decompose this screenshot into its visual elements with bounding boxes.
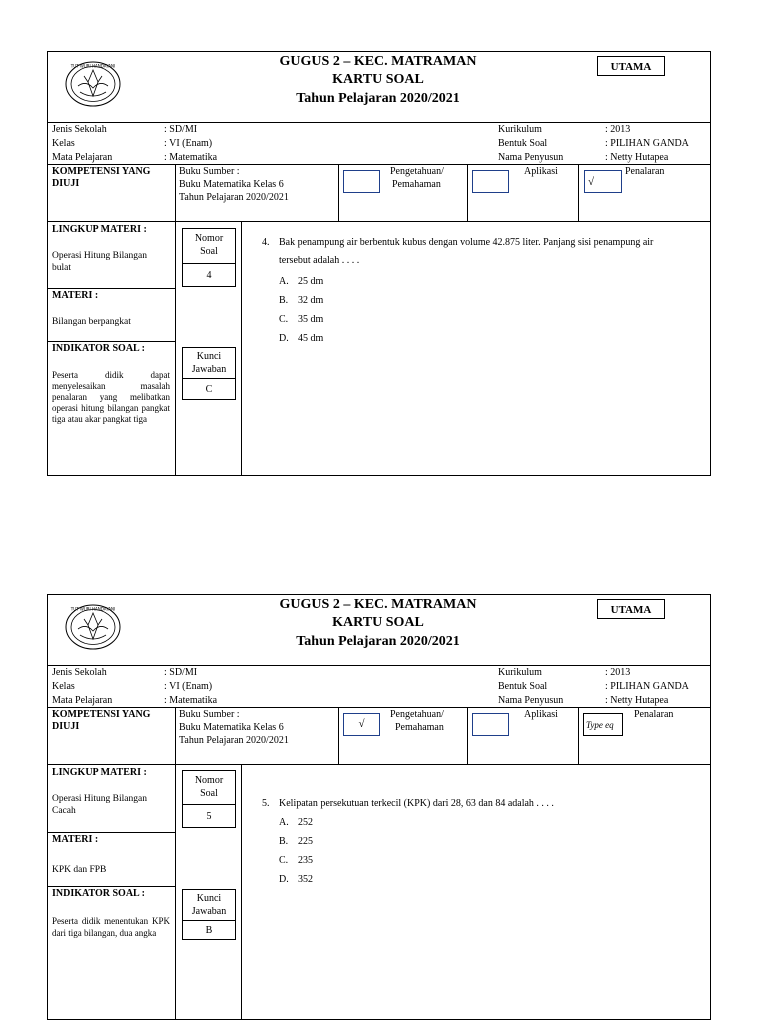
option-d-text: 352 <box>298 874 313 885</box>
option-d-text: 45 dm <box>298 333 324 344</box>
materi-value: Bilangan berpangkat <box>52 317 131 327</box>
kunci-jawaban-value: C <box>182 378 236 400</box>
nomor-label-1: Nomor <box>194 775 224 786</box>
option-a-letter: A. <box>279 276 289 287</box>
option-c-text: 35 dm <box>298 314 324 325</box>
materi-value: KPK dan FPB <box>52 865 107 875</box>
penalaran-equation-box: Type eq <box>583 713 623 736</box>
question-text-line-1: Bak penampung air berbentuk kubus dengan volume 42.875 liter. Panjang sisi penampung air <box>279 237 654 248</box>
kunci-jawaban-value: B <box>182 920 236 940</box>
kelas-value: : VI (Enam) <box>164 681 213 692</box>
jenis-sekolah-label: Jenis Sekolah <box>52 667 107 678</box>
option-c-letter: C. <box>279 855 289 866</box>
penalaran-label: Penalaran <box>634 709 674 720</box>
header-year: Tahun Pelajaran 2020/2021 <box>296 91 460 106</box>
pemahaman-label: Pemahaman <box>395 722 444 733</box>
question-number: 5. <box>262 798 270 809</box>
nomor-soal-header <box>182 228 236 264</box>
lingkup-materi-label: LINGKUP MATERI : <box>52 767 147 778</box>
kunci-label-2: Jawaban <box>191 906 227 917</box>
sumber-line-1: Buku Sumber : <box>179 166 240 177</box>
nomor-label-2: Soal <box>200 246 218 257</box>
nomor-soal-header <box>182 770 236 805</box>
pengetahuan-checkbox: √ <box>343 713 380 736</box>
kunci-jawaban-header <box>182 889 236 921</box>
tut-wuri-handayani-logo-icon <box>64 60 122 108</box>
header-year: Tahun Pelajaran 2020/2021 <box>296 634 460 649</box>
option-c-text: 235 <box>298 855 313 866</box>
question-text-line-1: Kelipatan persekutuan terkecil (KPK) dari 28, 63 dan 84 adalah . . . . <box>279 798 554 809</box>
mapel-value: : Matematika <box>164 152 218 163</box>
kompetensi-label: KOMPETENSI YANG DIUJI <box>52 166 151 189</box>
jenis-sekolah-value: : SD/MI <box>164 667 198 678</box>
kompetensi-label: KOMPETENSI YANG DIUJI <box>52 709 151 732</box>
tut-wuri-handayani-logo-icon <box>64 603 122 651</box>
option-a-letter: A. <box>279 817 289 828</box>
option-a-text: 25 dm <box>298 276 324 287</box>
indikator-value: Peserta didik menentukan KPK dari tiga bilangan, dua angka <box>52 916 170 938</box>
lingkup-materi-label: LINGKUP MATERI : <box>52 224 147 235</box>
indikator-label: INDIKATOR SOAL : <box>52 888 145 899</box>
option-b-text: 225 <box>298 836 313 847</box>
sumber-line-2: Buku Matematika Kelas 6 <box>179 179 284 190</box>
sumber-line-3: Tahun Pelajaran 2020/2021 <box>179 735 289 746</box>
question-card-2 <box>47 594 711 1020</box>
kelas-value: : VI (Enam) <box>164 138 213 149</box>
kelas-label: Kelas <box>52 138 75 149</box>
materi-label: MATERI : <box>52 834 99 845</box>
question-card-1 <box>47 51 711 476</box>
header-title: GUGUS 2 – KEC. MATRAMAN <box>279 597 477 612</box>
header-subtitle: KARTU SOAL <box>332 615 424 630</box>
indikator-value: Peserta didik dapat menyelesaikan masalah penalaran yang melibatkan operasi hitung bilangan pangkat tiga atau akar pangkat tiga <box>52 370 170 424</box>
sumber-line-1: Buku Sumber : <box>179 709 240 720</box>
utama-badge: UTAMA <box>597 56 665 76</box>
question-text-line-2: tersebut adalah . . . . <box>279 255 360 266</box>
pengetahuan-label: Pengetahuan/ <box>390 709 444 720</box>
header-title: GUGUS 2 – KEC. MATRAMAN <box>279 54 477 69</box>
option-b-letter: B. <box>279 836 289 847</box>
aplikasi-checkbox <box>472 170 509 193</box>
option-b-letter: B. <box>279 295 289 306</box>
kurikulum-label: Kurikulum <box>498 667 542 678</box>
nomor-label-1: Nomor <box>194 233 224 244</box>
pengetahuan-checkbox <box>343 170 380 193</box>
pengetahuan-label: Pengetahuan/ <box>390 166 444 177</box>
mapel-value: : Matematika <box>164 695 218 706</box>
aplikasi-label: Aplikasi <box>524 166 558 177</box>
jenis-sekolah-label: Jenis Sekolah <box>52 124 107 135</box>
lingkup-materi-value: Operasi Hitung Bilangan Cacah <box>52 794 147 816</box>
sumber-line-2: Buku Matematika Kelas 6 <box>179 722 284 733</box>
nomor-soal-value: 4 <box>182 263 236 287</box>
aplikasi-checkbox <box>472 713 509 736</box>
kunci-label-2: Jawaban <box>191 364 227 375</box>
nomor-label-2: Soal <box>200 788 218 799</box>
penyusun-label: Nama Penyusun <box>498 695 564 706</box>
kurikulum-value: : 2013 <box>605 667 631 678</box>
kurikulum-label: Kurikulum <box>498 124 542 135</box>
pemahaman-label: Pemahaman <box>392 179 441 190</box>
kurikulum-value: : 2013 <box>605 124 631 135</box>
option-a-text: 252 <box>298 817 313 828</box>
aplikasi-label: Aplikasi <box>524 709 558 720</box>
penalaran-label: Penalaran <box>625 166 665 177</box>
penyusun-label: Nama Penyusun <box>498 152 564 163</box>
utama-badge: UTAMA <box>597 599 665 619</box>
jenis-sekolah-value: : SD/MI <box>164 124 198 135</box>
nomor-soal-value: 5 <box>182 804 236 828</box>
penyusun-value: : Netty Hutapea <box>605 152 669 163</box>
question-number: 4. <box>262 237 270 248</box>
penyusun-value: : Netty Hutapea <box>605 695 669 706</box>
mapel-label: Mata Pelajaran <box>52 152 113 163</box>
bentuk-soal-label: Bentuk Soal <box>498 681 548 692</box>
sumber-line-3: Tahun Pelajaran 2020/2021 <box>179 192 289 203</box>
penalaran-checkbox: √ <box>584 170 622 193</box>
bentuk-soal-value: : PILIHAN GANDA <box>605 681 689 692</box>
bentuk-soal-value: : PILIHAN GANDA <box>605 138 689 149</box>
option-d-letter: D. <box>279 874 289 885</box>
option-d-letter: D. <box>279 333 289 344</box>
lingkup-materi-value: Operasi Hitung Bilangan bulat <box>52 251 147 273</box>
option-b-text: 32 dm <box>298 295 324 306</box>
indikator-label: INDIKATOR SOAL : <box>52 343 145 354</box>
bentuk-soal-label: Bentuk Soal <box>498 138 548 149</box>
kunci-jawaban-header <box>182 347 236 379</box>
kunci-label-1: Kunci <box>196 893 222 904</box>
header-subtitle: KARTU SOAL <box>332 72 424 87</box>
svg-text:TUT WURI HANDAYANI: TUT WURI HANDAYANI <box>70 606 116 612</box>
option-c-letter: C. <box>279 314 289 325</box>
svg-text:TUT WURI HANDAYANI: TUT WURI HANDAYANI <box>70 63 116 69</box>
kunci-label-1: Kunci <box>196 351 222 362</box>
materi-label: MATERI : <box>52 290 99 301</box>
mapel-label: Mata Pelajaran <box>52 695 113 706</box>
kelas-label: Kelas <box>52 681 75 692</box>
